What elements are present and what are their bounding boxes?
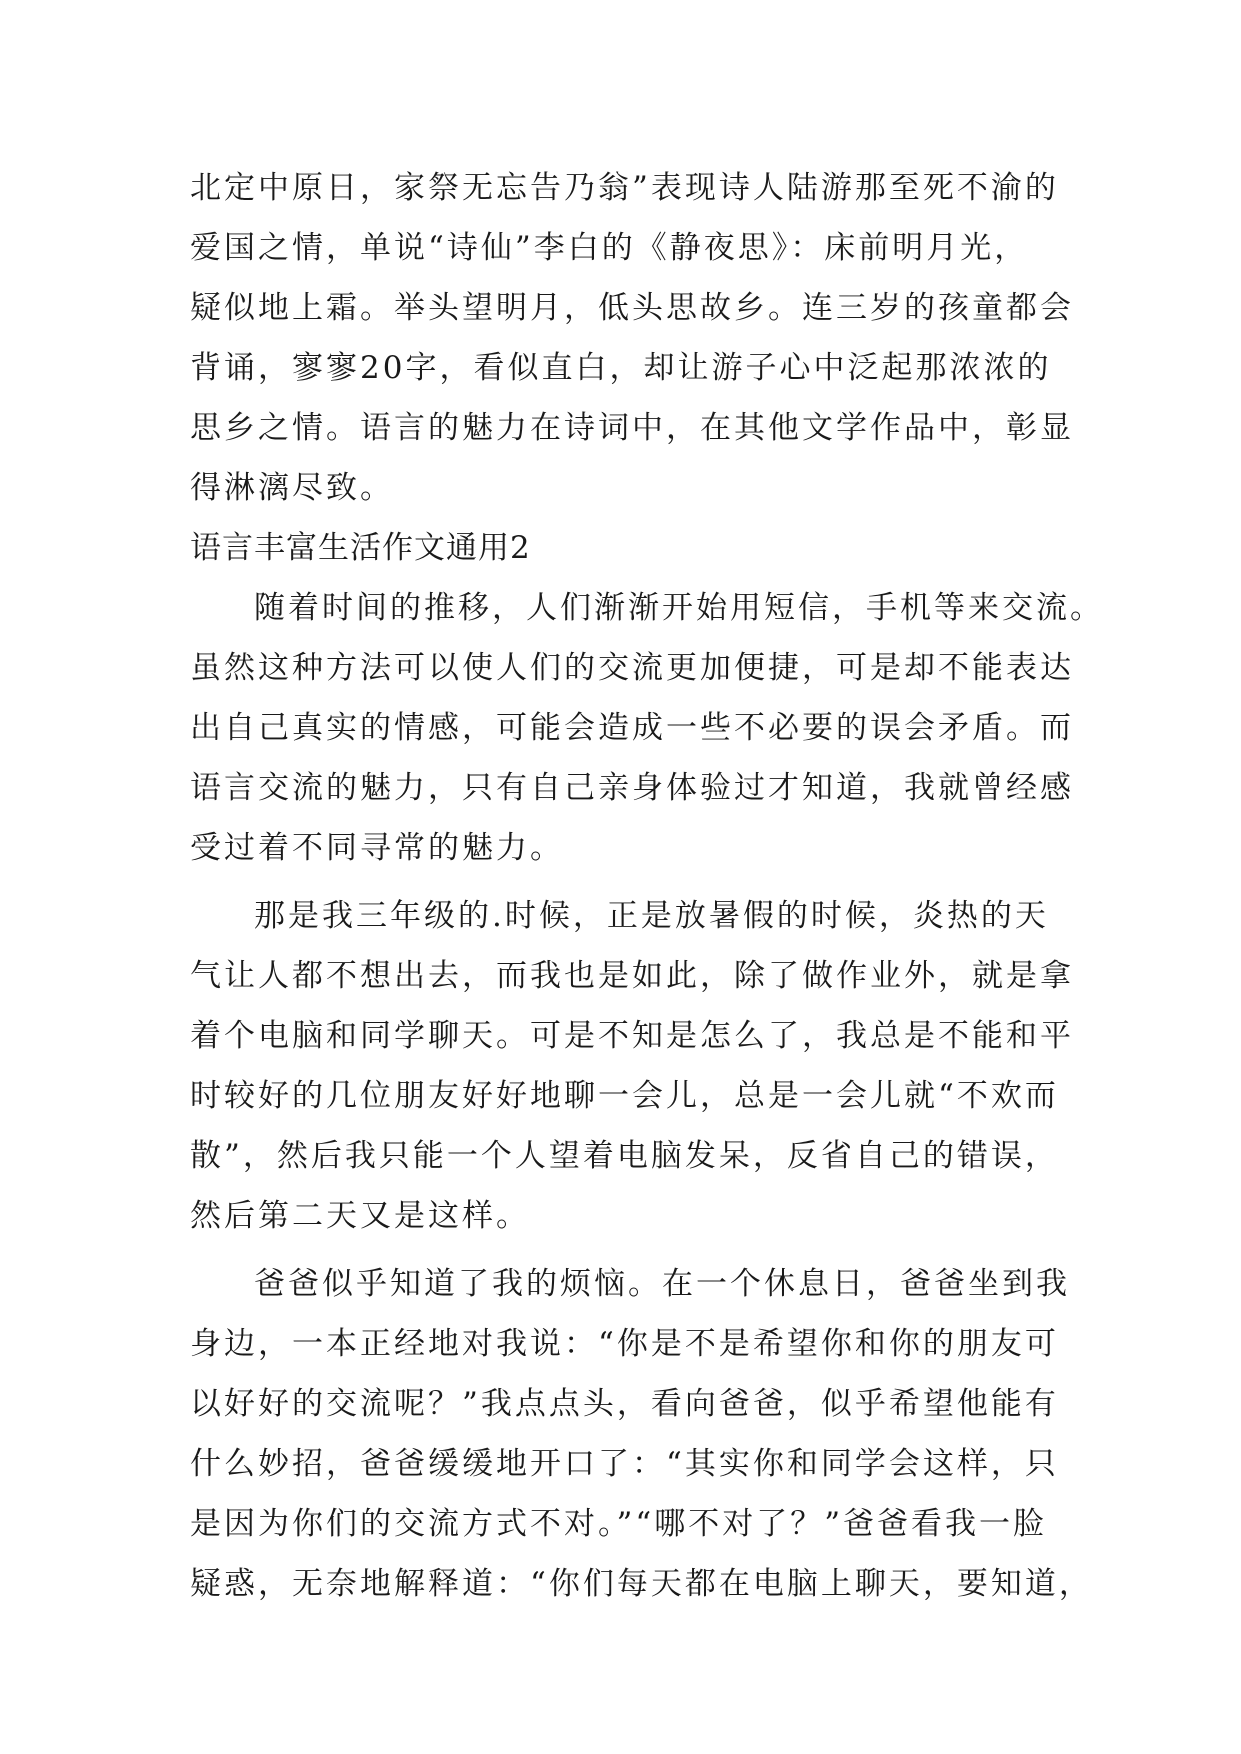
text-line: 什么妙招，爸爸缓缓地开口了：“其实你和同学会这样，只 (190, 1446, 1059, 1482)
continuation-paragraph (190, 158, 1074, 518)
text-line: 气让人都不想出去，而我也是如此，除了做作业外，就是拿 (190, 958, 1074, 994)
text-line: 是因为你们的交流方式不对。”“哪不对了？”爸爸看我一脸 (190, 1506, 1048, 1542)
text-line: 北定中原日，家祭无忘告乃翁”表现诗人陆游那至死不渝的 (190, 170, 1059, 206)
text-line: 受过着不同寻常的魅力。 (190, 830, 564, 866)
paragraph-1 (190, 578, 1104, 878)
text-line: 然后第二天又是这样。 (190, 1198, 530, 1234)
paragraph-3 (190, 1254, 1093, 1614)
article-body (190, 158, 1104, 1614)
text-line: 散”，然后我只能一个人望着电脑发呆，反省自己的错误， (190, 1138, 1059, 1174)
text-line: 随着时间的推移，人们渐渐开始用短信，手机等来交流。 (254, 590, 1104, 626)
section-heading: 语言丰富生活作文通用2 (190, 530, 531, 566)
text-line: 那是我三年级的.时候，正是放暑假的时候，炎热的天 (254, 898, 1049, 934)
text-line: 时较好的几位朋友好好地聊一会儿，总是一会儿就“不欢而 (190, 1078, 1059, 1114)
text-line: 爸爸似乎知道了我的烦恼。在一个休息日，爸爸坐到我 (254, 1266, 1070, 1302)
text-line: 身边，一本正经地对我说：“你是不是希望你和你的朋友可 (190, 1326, 1059, 1362)
text-line: 思乡之情。语言的魅力在诗词中，在其他文学作品中，彰显 (190, 410, 1074, 446)
text-line: 疑似地上霜。举头望明月，低头思故乡。连三岁的孩童都会 (190, 290, 1074, 326)
text-line: 疑惑，无奈地解释道：“你们每天都在电脑上聊天，要知道， (190, 1566, 1093, 1602)
text-line: 虽然这种方法可以使人们的交流更加便捷，可是却不能表达 (190, 650, 1074, 686)
text-line: 以好好的交流呢？”我点点头，看向爸爸，似乎希望他能有 (190, 1386, 1059, 1422)
text-line: 出自己真实的情感，可能会造成一些不必要的误会矛盾。而 (190, 710, 1074, 746)
text-line: 语言交流的魅力，只有自己亲身体验过才知道，我就曾经感 (190, 770, 1074, 806)
text-line: 爱国之情，单说“诗仙”李白的《静夜思》：床前明月光， (190, 230, 1029, 266)
text-line: 得淋漓尽致。 (190, 470, 394, 506)
paragraph-spacer (190, 1246, 1060, 1254)
text-line: 背诵，寥寥20字，看似直白，却让游子心中泛起那浓浓的 (190, 350, 1052, 386)
paragraph-2 (190, 886, 1074, 1246)
text-line: 着个电脑和同学聊天。可是不知是怎么了，我总是不能和平 (190, 1018, 1074, 1054)
paragraph-spacer (190, 878, 1060, 886)
